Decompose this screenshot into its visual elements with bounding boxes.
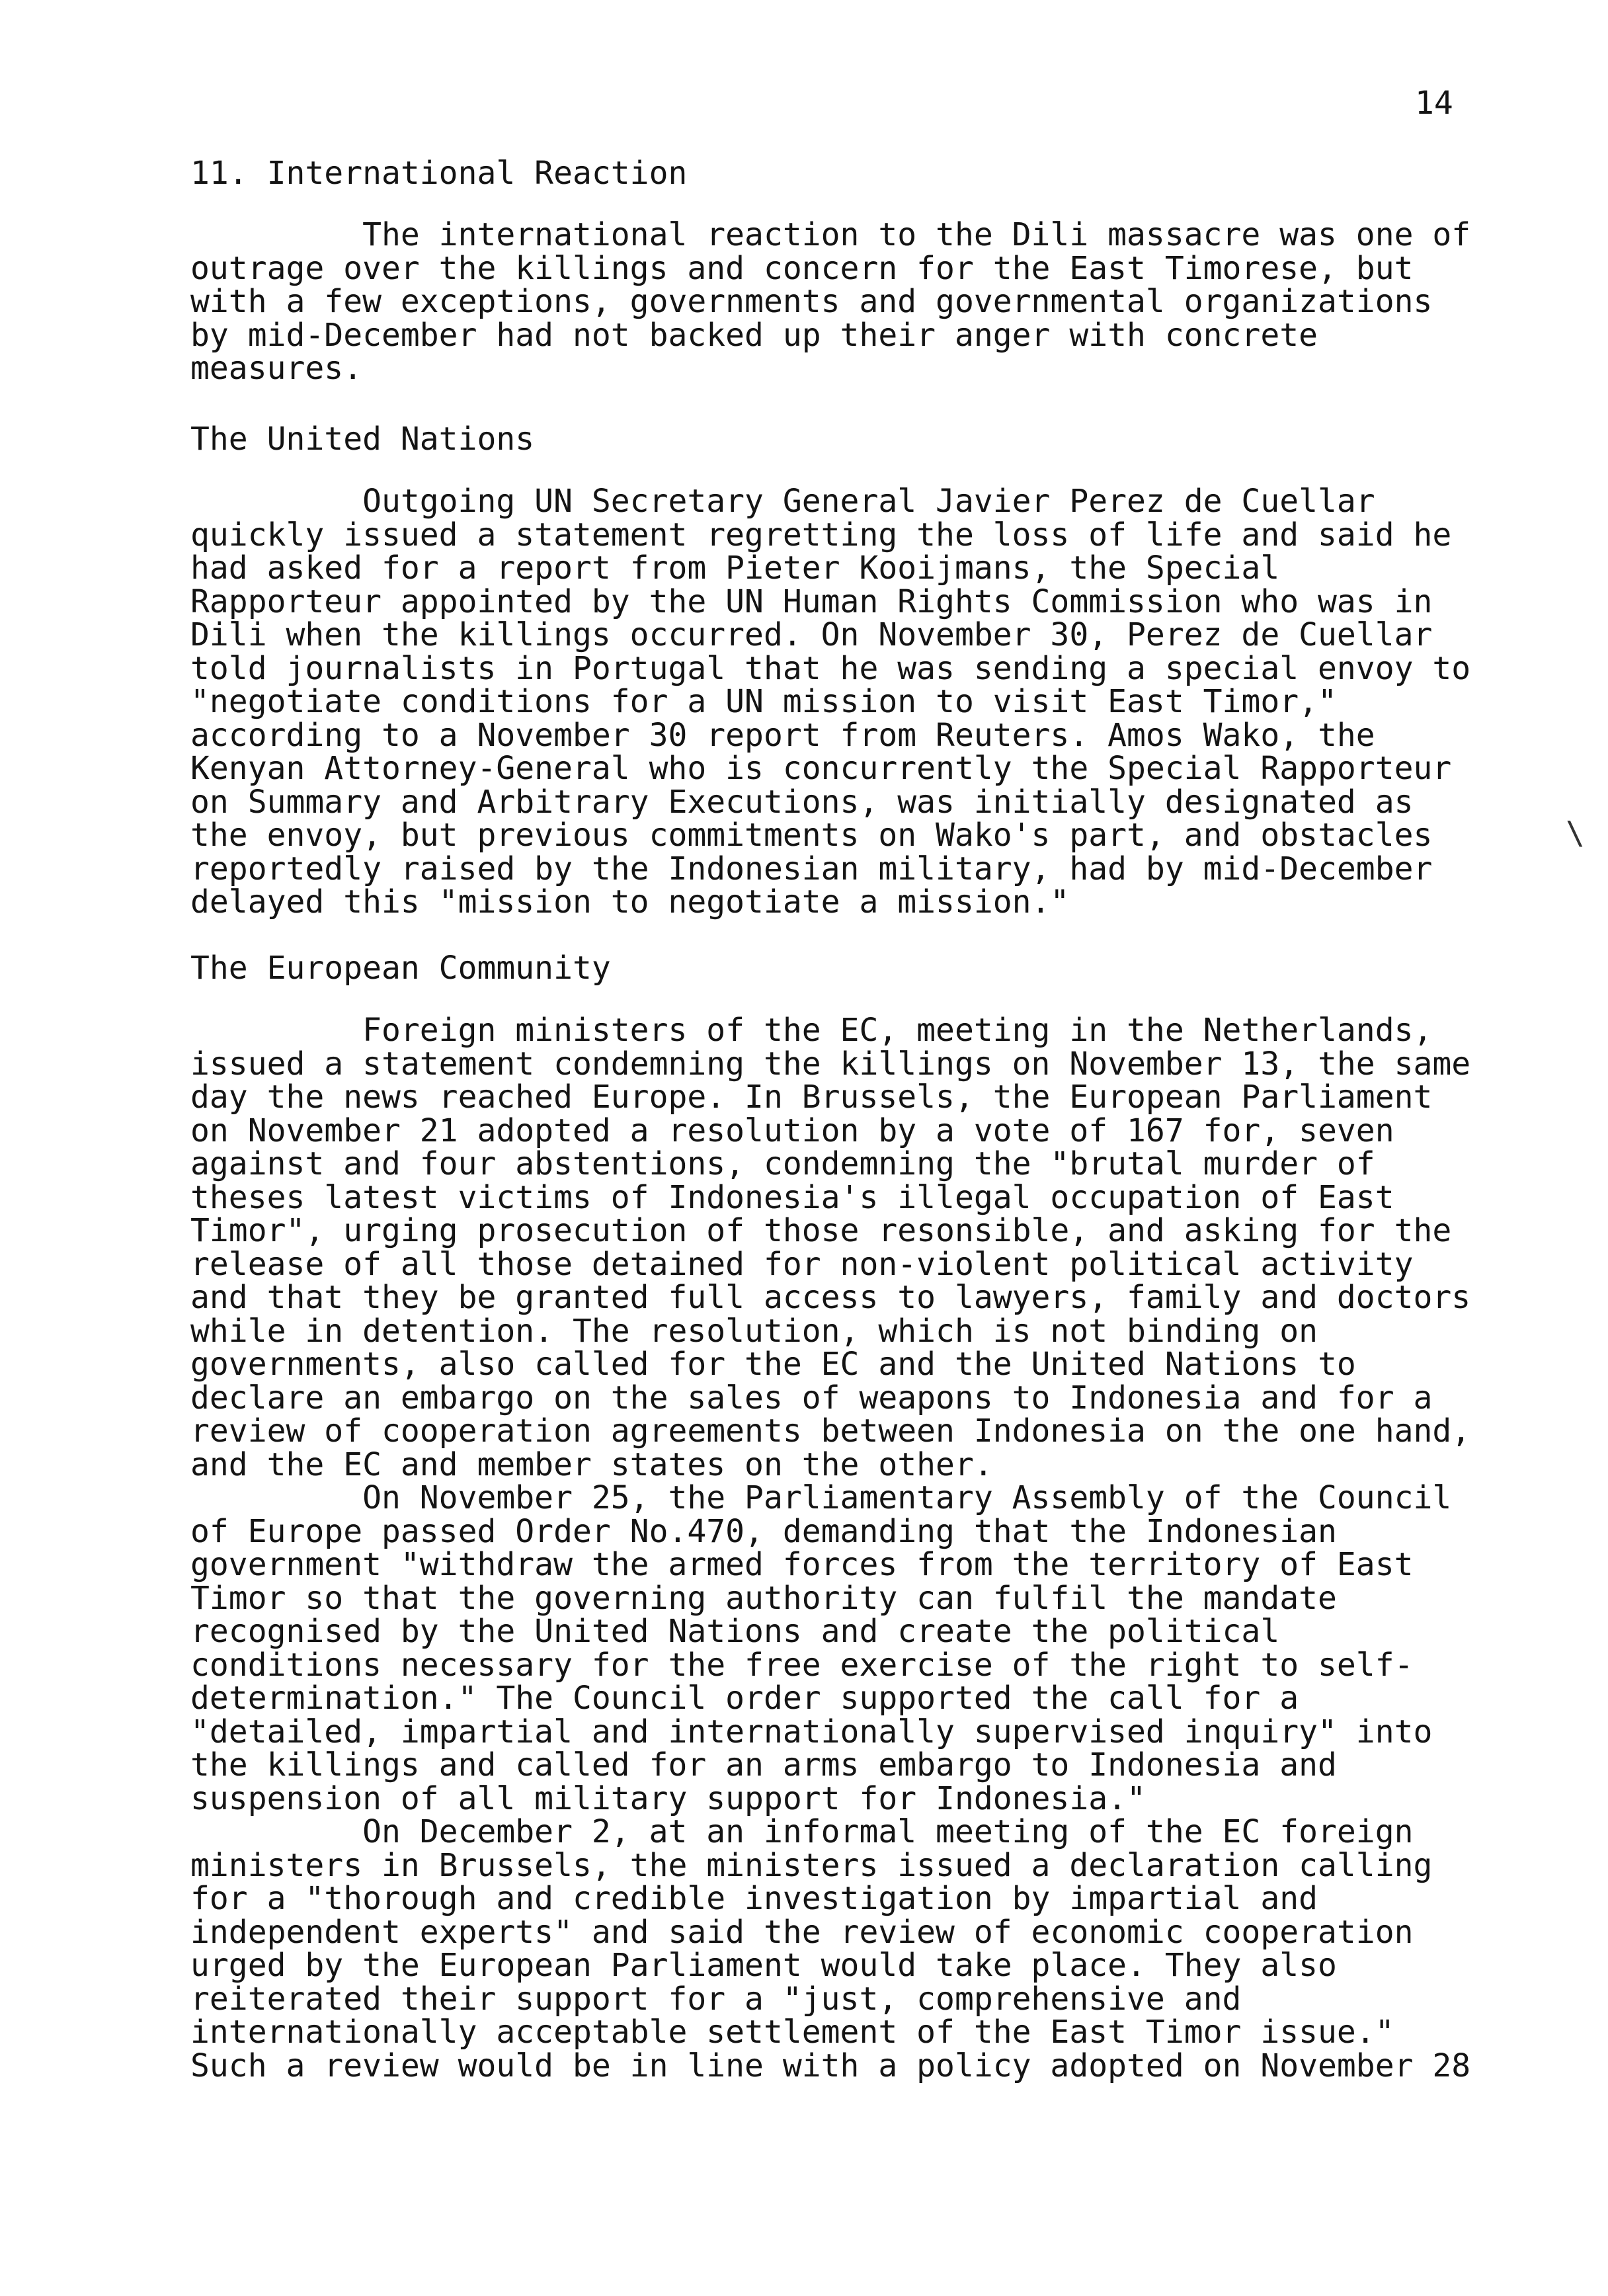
text-line: and the EC and member states on the other.: [190, 1446, 993, 1483]
text-line: release of all those detained for non-violent political activity: [190, 1245, 1414, 1283]
text-line: the envoy, but previous commitments on Wako's part, and obstacles: [190, 817, 1433, 854]
text-line: on November 21 adopted a resolution by a vote of 167 for, seven: [190, 1112, 1394, 1149]
text-line: Timor", urging prosecution of those resonsible, and asking for the: [190, 1212, 1452, 1249]
text-line: issued a statement condemning the killings on November 13, the same: [190, 1045, 1471, 1083]
text-line: against and four abstentions, condemning the "brutal murder of: [190, 1145, 1375, 1182]
text-line: had asked for a report from Pieter Kooijmans, the Special: [190, 550, 1280, 587]
european-community-paragraphs: [190, 1014, 1470, 2082]
text-line: Dili when the killings occurred. On November 30, Perez de Cuellar: [190, 616, 1433, 653]
text-line: independent experts" and said the review of economic cooperation: [190, 1913, 1414, 1951]
text-line: while in detention. The resolution, which is not binding on: [190, 1312, 1318, 1350]
text-line: conditions necessary for the free exercise of the right to self-: [190, 1646, 1414, 1684]
margin-mark: \: [1566, 815, 1585, 852]
text-line: delayed this "mission to negotiate a mission.": [190, 883, 1070, 921]
text-line: on Summary and Arbitrary Executions, was initially designated as: [190, 783, 1414, 821]
text-line: On November 25, the Parliamentary Assembly of the Council: [190, 1479, 1452, 1516]
text-line: quickly issued a statement regretting the loss of life and said he: [190, 516, 1452, 554]
text-line: government "withdraw the armed forces from the territory of East: [190, 1546, 1414, 1583]
text-line: "detailed, impartial and internationally supervised inquiry" into: [190, 1713, 1433, 1750]
section-heading: 11. International Reaction: [190, 155, 688, 192]
text-line: ministers in Brussels, the ministers issued a declaration calling: [190, 1846, 1433, 1884]
text-line: Timor so that the governing authority can fulfil the mandate: [190, 1579, 1337, 1617]
text-line: On December 2, at an informal meeting of the EC foreign: [190, 1813, 1414, 1850]
text-line: the killings and called for an arms embargo to Indonesia and: [190, 1746, 1337, 1784]
subheading-european-community: The European Community: [190, 950, 611, 987]
text-line: urged by the European Parliament would take place. They also: [190, 1947, 1337, 1984]
intro-paragraph: [190, 218, 1470, 386]
text-line: told journalists in Portugal that he was sending a special envoy to: [190, 649, 1471, 687]
united-nations-paragraph: [190, 485, 1470, 919]
text-line: reportedly raised by the Indonesian military, had by mid-December: [190, 850, 1433, 887]
text-line: day the news reached Europe. In Brussels, the European Parliament: [190, 1079, 1433, 1116]
text-line: for a "thorough and credible investigation by impartial and: [190, 1880, 1318, 1917]
text-line: determination." The Council order supported the call for a: [190, 1680, 1299, 1717]
text-line: measures.: [190, 350, 363, 387]
text-line: Kenyan Attorney-General who is concurrently the Special Rapporteur: [190, 750, 1452, 787]
text-line: and that they be granted full access to lawyers, family and doctors: [190, 1279, 1471, 1316]
text-line: Foreign ministers of the EC, meeting in the Netherlands,: [190, 1012, 1433, 1049]
text-line: reiterated their support for a "just, comprehensive and: [190, 1980, 1242, 2018]
text-line: according to a November 30 report from Reuters. Amos Wako, the: [190, 716, 1375, 754]
text-line: "negotiate conditions for a UN mission to visit East Timor,": [190, 683, 1337, 720]
text-line: The international reaction to the Dili massacre was one of: [190, 216, 1471, 253]
text-line: declare an embargo on the sales of weapons to Indonesia and for a: [190, 1379, 1433, 1416]
text-line: of Europe passed Order No.470, demanding that the Indonesian: [190, 1512, 1337, 1550]
text-line: suspension of all military support for Indonesia.": [190, 1780, 1146, 1817]
text-line: recognised by the United Nations and create the political: [190, 1613, 1280, 1650]
text-line: with a few exceptions, governments and governmental organizations: [190, 283, 1433, 320]
text-line: governments, also called for the EC and the United Nations to: [190, 1346, 1356, 1383]
text-line: Such a review would be in line with a policy adopted on November 28: [190, 2047, 1471, 2084]
text-line: internationally acceptable settlement of the East Timor issue.": [190, 2014, 1394, 2051]
text-line: Rapporteur appointed by the UN Human Rights Commission who was in: [190, 583, 1433, 620]
text-line: review of cooperation agreements between Indonesia on the one hand,: [190, 1413, 1471, 1450]
subheading-united-nations: The United Nations: [190, 421, 535, 458]
text-line: by mid-December had not backed up their anger with concrete: [190, 316, 1318, 354]
text-line: outrage over the killings and concern for the East Timorese, but: [190, 249, 1414, 287]
page-number: 14: [1415, 85, 1453, 122]
text-line: Outgoing UN Secretary General Javier Perez de Cuellar: [190, 483, 1375, 520]
text-line: theses latest victims of Indonesia's illegal occupation of East: [190, 1178, 1394, 1216]
